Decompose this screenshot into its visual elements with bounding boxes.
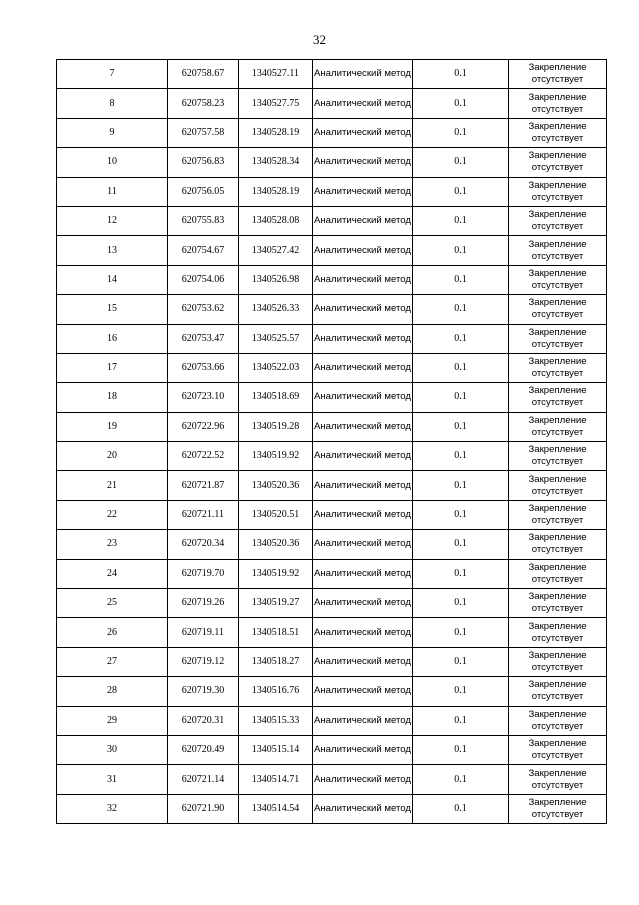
method-cell: Аналитический метод	[313, 794, 413, 823]
accuracy-cell: 0.1	[413, 735, 509, 764]
fixing-note-cell: Закрепление отсутствует	[509, 530, 607, 559]
fixing-note-cell: Закрепление отсутствует	[509, 206, 607, 235]
x-coordinate-cell: 620719.12	[168, 647, 239, 676]
x-coordinate-cell: 620720.34	[168, 530, 239, 559]
y-coordinate-cell: 1340528.19	[239, 118, 313, 147]
fixing-note-cell: Закрепление отсутствует	[509, 383, 607, 412]
fixing-note-cell: Закрепление отсутствует	[509, 500, 607, 529]
point-number-cell: 14	[57, 265, 168, 294]
x-coordinate-cell: 620753.62	[168, 295, 239, 324]
table-row	[57, 236, 607, 265]
point-number-cell: 19	[57, 412, 168, 441]
y-coordinate-cell: 1340527.42	[239, 236, 313, 265]
fixing-note-cell: Закрепление отсутствует	[509, 324, 607, 353]
accuracy-cell: 0.1	[413, 89, 509, 118]
fixing-note-cell: Закрепление отсутствует	[509, 177, 607, 206]
y-coordinate-cell: 1340520.36	[239, 471, 313, 500]
y-coordinate-cell: 1340525.57	[239, 324, 313, 353]
fixing-note-cell: Закрепление отсутствует	[509, 471, 607, 500]
point-number-cell: 8	[57, 89, 168, 118]
point-number-cell: 21	[57, 471, 168, 500]
point-number-cell: 22	[57, 500, 168, 529]
table-row	[57, 765, 607, 794]
method-cell: Аналитический метод	[313, 412, 413, 441]
table-row	[57, 618, 607, 647]
accuracy-cell: 0.1	[413, 265, 509, 294]
point-number-cell: 10	[57, 148, 168, 177]
fixing-note-cell: Закрепление отсутствует	[509, 236, 607, 265]
accuracy-cell: 0.1	[413, 148, 509, 177]
point-number-cell: 20	[57, 442, 168, 471]
table-row	[57, 442, 607, 471]
fixing-note-cell: Закрепление отсутствует	[509, 412, 607, 441]
method-cell: Аналитический метод	[313, 442, 413, 471]
method-cell: Аналитический метод	[313, 177, 413, 206]
accuracy-cell: 0.1	[413, 647, 509, 676]
method-cell: Аналитический метод	[313, 148, 413, 177]
point-number-cell: 30	[57, 735, 168, 764]
accuracy-cell: 0.1	[413, 295, 509, 324]
point-number-cell: 11	[57, 177, 168, 206]
table-row	[57, 206, 607, 235]
x-coordinate-cell: 620758.67	[168, 60, 239, 89]
x-coordinate-cell: 620719.70	[168, 559, 239, 588]
x-coordinate-cell: 620719.26	[168, 589, 239, 618]
accuracy-cell: 0.1	[413, 353, 509, 382]
table-row	[57, 295, 607, 324]
fixing-note-cell: Закрепление отсутствует	[509, 353, 607, 382]
method-cell: Аналитический метод	[313, 206, 413, 235]
point-number-cell: 17	[57, 353, 168, 382]
page-number: 32	[313, 32, 326, 47]
method-cell: Аналитический метод	[313, 383, 413, 412]
y-coordinate-cell: 1340519.28	[239, 412, 313, 441]
table-row	[57, 324, 607, 353]
point-number-cell: 9	[57, 118, 168, 147]
y-coordinate-cell: 1340515.14	[239, 735, 313, 764]
table-row	[57, 353, 607, 382]
method-cell: Аналитический метод	[313, 530, 413, 559]
accuracy-cell: 0.1	[413, 706, 509, 735]
fixing-note-cell: Закрепление отсутствует	[509, 559, 607, 588]
method-cell: Аналитический метод	[313, 500, 413, 529]
point-number-cell: 15	[57, 295, 168, 324]
table-row	[57, 530, 607, 559]
x-coordinate-cell: 620755.83	[168, 206, 239, 235]
y-coordinate-cell: 1340518.27	[239, 647, 313, 676]
accuracy-cell: 0.1	[413, 236, 509, 265]
x-coordinate-cell: 620721.90	[168, 794, 239, 823]
table-row	[57, 265, 607, 294]
table-row	[57, 89, 607, 118]
y-coordinate-cell: 1340527.75	[239, 89, 313, 118]
y-coordinate-cell: 1340516.76	[239, 677, 313, 706]
point-number-cell: 23	[57, 530, 168, 559]
x-coordinate-cell: 620756.83	[168, 148, 239, 177]
x-coordinate-cell: 620723.10	[168, 383, 239, 412]
method-cell: Аналитический метод	[313, 589, 413, 618]
fixing-note-cell: Закрепление отсутствует	[509, 706, 607, 735]
table-row	[57, 500, 607, 529]
y-coordinate-cell: 1340527.11	[239, 60, 313, 89]
y-coordinate-cell: 1340518.69	[239, 383, 313, 412]
method-cell: Аналитический метод	[313, 765, 413, 794]
fixing-note-cell: Закрепление отсутствует	[509, 765, 607, 794]
point-number-cell: 32	[57, 794, 168, 823]
fixing-note-cell: Закрепление отсутствует	[509, 148, 607, 177]
fixing-note-cell: Закрепление отсутствует	[509, 647, 607, 676]
x-coordinate-cell: 620719.11	[168, 618, 239, 647]
method-cell: Аналитический метод	[313, 236, 413, 265]
x-coordinate-cell: 620754.67	[168, 236, 239, 265]
table-row	[57, 735, 607, 764]
accuracy-cell: 0.1	[413, 677, 509, 706]
point-number-cell: 28	[57, 677, 168, 706]
method-cell: Аналитический метод	[313, 324, 413, 353]
x-coordinate-cell: 620722.52	[168, 442, 239, 471]
point-number-cell: 26	[57, 618, 168, 647]
y-coordinate-cell: 1340528.19	[239, 177, 313, 206]
accuracy-cell: 0.1	[413, 794, 509, 823]
y-coordinate-cell: 1340526.98	[239, 265, 313, 294]
method-cell: Аналитический метод	[313, 353, 413, 382]
table-row	[57, 148, 607, 177]
accuracy-cell: 0.1	[413, 765, 509, 794]
method-cell: Аналитический метод	[313, 471, 413, 500]
point-number-cell: 31	[57, 765, 168, 794]
point-number-cell: 16	[57, 324, 168, 353]
x-coordinate-cell: 620757.58	[168, 118, 239, 147]
coordinates-table-body	[57, 60, 607, 824]
table-row	[57, 647, 607, 676]
point-number-cell: 13	[57, 236, 168, 265]
fixing-note-cell: Закрепление отсутствует	[509, 794, 607, 823]
fixing-note-cell: Закрепление отсутствует	[509, 589, 607, 618]
x-coordinate-cell: 620756.05	[168, 177, 239, 206]
x-coordinate-cell: 620721.87	[168, 471, 239, 500]
table-row	[57, 589, 607, 618]
point-number-cell: 29	[57, 706, 168, 735]
table-row	[57, 383, 607, 412]
x-coordinate-cell: 620722.96	[168, 412, 239, 441]
x-coordinate-cell: 620758.23	[168, 89, 239, 118]
y-coordinate-cell: 1340520.51	[239, 500, 313, 529]
point-number-cell: 7	[57, 60, 168, 89]
method-cell: Аналитический метод	[313, 559, 413, 588]
accuracy-cell: 0.1	[413, 471, 509, 500]
fixing-note-cell: Закрепление отсутствует	[509, 677, 607, 706]
accuracy-cell: 0.1	[413, 589, 509, 618]
y-coordinate-cell: 1340514.54	[239, 794, 313, 823]
x-coordinate-cell: 620720.49	[168, 735, 239, 764]
y-coordinate-cell: 1340514.71	[239, 765, 313, 794]
y-coordinate-cell: 1340522.03	[239, 353, 313, 382]
x-coordinate-cell: 620719.30	[168, 677, 239, 706]
y-coordinate-cell: 1340520.36	[239, 530, 313, 559]
table-row	[57, 118, 607, 147]
x-coordinate-cell: 620721.14	[168, 765, 239, 794]
y-coordinate-cell: 1340519.27	[239, 589, 313, 618]
y-coordinate-cell: 1340528.08	[239, 206, 313, 235]
table-row	[57, 794, 607, 823]
x-coordinate-cell: 620754.06	[168, 265, 239, 294]
accuracy-cell: 0.1	[413, 412, 509, 441]
fixing-note-cell: Закрепление отсутствует	[509, 735, 607, 764]
accuracy-cell: 0.1	[413, 559, 509, 588]
table-row	[57, 177, 607, 206]
fixing-note-cell: Закрепление отсутствует	[509, 60, 607, 89]
accuracy-cell: 0.1	[413, 118, 509, 147]
table-row	[57, 677, 607, 706]
table-row	[57, 559, 607, 588]
method-cell: Аналитический метод	[313, 265, 413, 294]
accuracy-cell: 0.1	[413, 177, 509, 206]
table-row	[57, 706, 607, 735]
x-coordinate-cell: 620720.31	[168, 706, 239, 735]
method-cell: Аналитический метод	[313, 735, 413, 764]
method-cell: Аналитический метод	[313, 706, 413, 735]
y-coordinate-cell: 1340526.33	[239, 295, 313, 324]
table-row	[57, 412, 607, 441]
table-row	[57, 60, 607, 89]
point-number-cell: 25	[57, 589, 168, 618]
accuracy-cell: 0.1	[413, 442, 509, 471]
point-number-cell: 18	[57, 383, 168, 412]
method-cell: Аналитический метод	[313, 89, 413, 118]
method-cell: Аналитический метод	[313, 118, 413, 147]
y-coordinate-cell: 1340518.51	[239, 618, 313, 647]
accuracy-cell: 0.1	[413, 618, 509, 647]
accuracy-cell: 0.1	[413, 383, 509, 412]
x-coordinate-cell: 620753.66	[168, 353, 239, 382]
table-row	[57, 471, 607, 500]
fixing-note-cell: Закрепление отсутствует	[509, 118, 607, 147]
x-coordinate-cell: 620721.11	[168, 500, 239, 529]
y-coordinate-cell: 1340528.34	[239, 148, 313, 177]
x-coordinate-cell: 620753.47	[168, 324, 239, 353]
accuracy-cell: 0.1	[413, 530, 509, 559]
accuracy-cell: 0.1	[413, 60, 509, 89]
method-cell: Аналитический метод	[313, 647, 413, 676]
fixing-note-cell: Закрепление отсутствует	[509, 89, 607, 118]
accuracy-cell: 0.1	[413, 324, 509, 353]
accuracy-cell: 0.1	[413, 206, 509, 235]
accuracy-cell: 0.1	[413, 500, 509, 529]
fixing-note-cell: Закрепление отсутствует	[509, 295, 607, 324]
point-number-cell: 27	[57, 647, 168, 676]
method-cell: Аналитический метод	[313, 60, 413, 89]
point-number-cell: 12	[57, 206, 168, 235]
y-coordinate-cell: 1340515.33	[239, 706, 313, 735]
fixing-note-cell: Закрепление отсутствует	[509, 618, 607, 647]
fixing-note-cell: Закрепление отсутствует	[509, 442, 607, 471]
method-cell: Аналитический метод	[313, 618, 413, 647]
y-coordinate-cell: 1340519.92	[239, 442, 313, 471]
point-number-cell: 24	[57, 559, 168, 588]
method-cell: Аналитический метод	[313, 677, 413, 706]
y-coordinate-cell: 1340519.92	[239, 559, 313, 588]
coordinates-table	[56, 59, 607, 824]
fixing-note-cell: Закрепление отсутствует	[509, 265, 607, 294]
method-cell: Аналитический метод	[313, 295, 413, 324]
